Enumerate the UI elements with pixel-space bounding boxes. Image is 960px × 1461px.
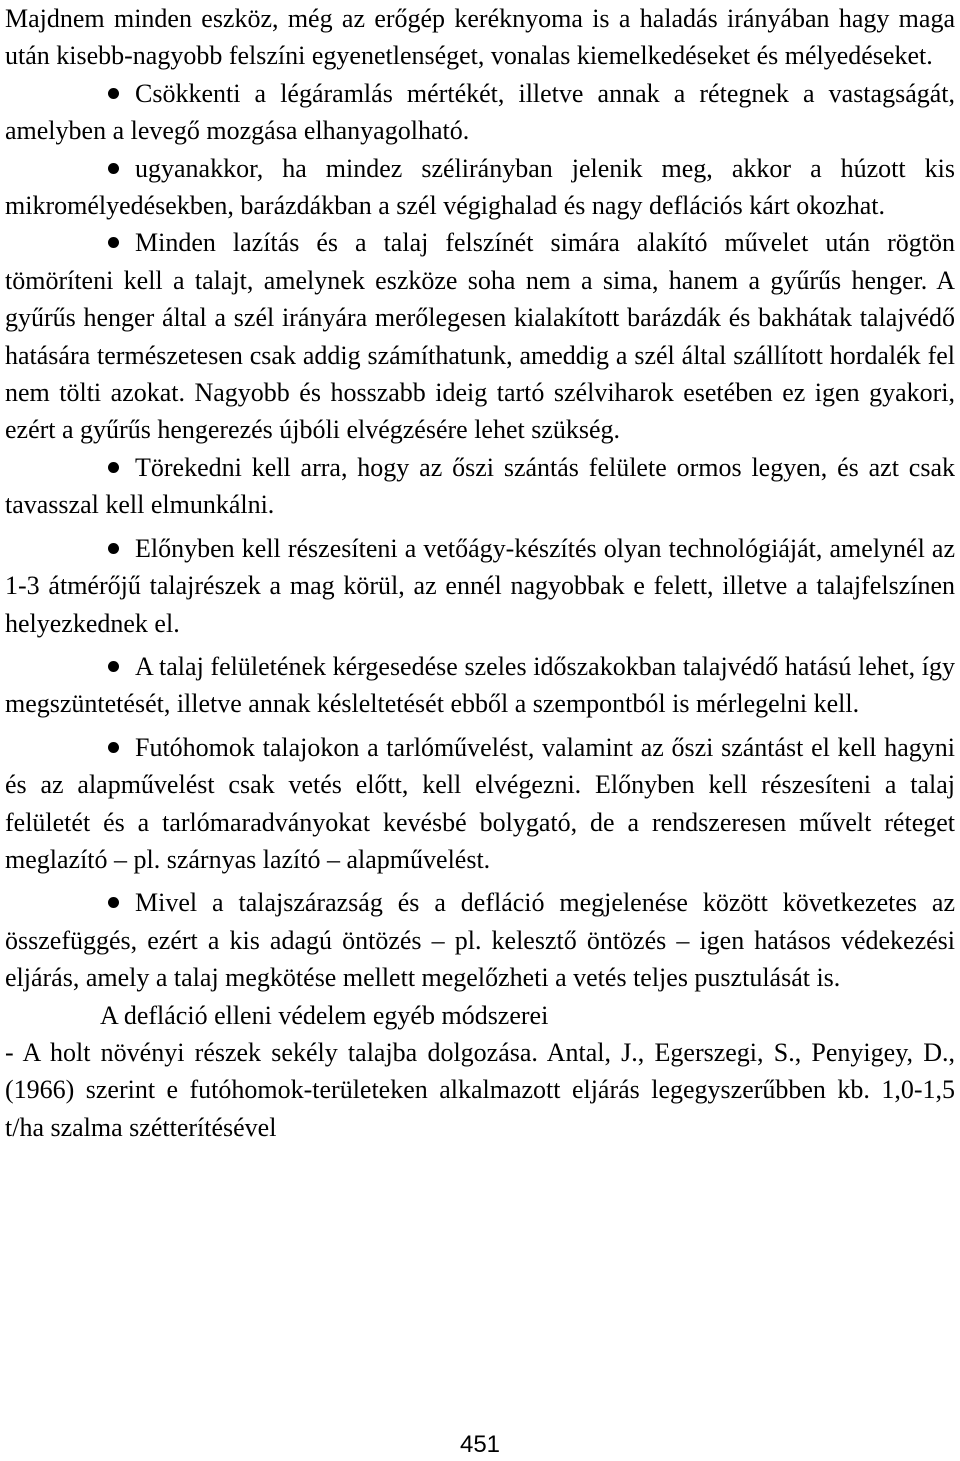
bullet-item-5: [5, 530, 955, 642]
bullet-text: Minden lazítás és a talaj felszínét simára alakító művelet után rögtön tömöríteni kell a talajt, amelynek eszköze soha nem a sima, hanem a gyűrűs henger. A gyűrűs henger által a szél irányára merőlegesen kialakított barázdák és bakhátak talajvédő hatására természetesen csak addig számíthatunk, ameddig a szél által szállított hordalék fel nem tölti azokat. Nagyobb és hosszabb ideig tartó szélviharok esetében ez igen gyakori, ezért a gyűrűs hengerezés újbóli elvégzésére lehet szükség.: [5, 228, 955, 445]
bullet-text: Törekedni kell arra, hogy az őszi szántás felülete ormos legyen, és azt csak tavasszal kell elmunkálni.: [5, 452, 955, 520]
bullet-text: A talaj felületének kérgesedése szeles időszakokban talajvédő hatású lehet, így megszüntetését, illetve annak késleltetését ebből a szempontból is mérlegelni kell.: [5, 651, 955, 719]
bullet-icon: [108, 163, 119, 174]
bullet-icon: [108, 237, 119, 248]
dash-item: - A holt növényi részek sekély talajba dolgozása. Antal, J., Egerszegi, S., Penyigey, D., (1966) szerint e futóhomok-területeken alkalmazott eljárás legegyszerűbben kb. 1,0-1,5 t/ha szalma szétterítésével: [5, 1037, 955, 1142]
bullet-item-2: [5, 150, 955, 225]
bullet-text: Futóhomok talajokon a tarlóművelést, valamint az őszi szántást el kell hagyni és az alapművelést csak vetés előtt, kell elvégezni. Előnyben kell részesíteni a talaj felületét és a tarlómaradványokat kevésbé bolygató, de a rendszeresen művelt réteget meglazító – pl. szárnyas lazító – alapművelést.: [5, 732, 955, 874]
bullet-item-7: [5, 729, 955, 879]
bullet-text: Előnyben kell részesíteni a vetőágy-készítés olyan technológiáját, amelynél az 1-3 átmérőjű talajrészek a mag körül, az ennél nagyobbak e felett, illetve a talajfelszínen helyezkednek el.: [5, 533, 955, 638]
bullet-icon: [108, 88, 119, 99]
section-heading: A defláció elleni védelem egyéb módszerei: [100, 1000, 549, 1030]
bullet-item-1: [5, 75, 955, 150]
page-number: 451: [459, 1431, 501, 1458]
bullet-item-4: [5, 449, 955, 524]
document-page: [5, 0, 955, 1146]
bullet-text: Mivel a talajszárazság és a defláció megjelenése között következetes az összefüggés, ezért a kis adagú öntözés – pl. kelesztő öntözés – igen hatásos védekezési eljárás, amely a talaj megkötése mellett megelőzheti a vetés teljes pusztulását is.: [5, 888, 955, 993]
intro-paragraph: Majdnem minden eszköz, még az erőgép keréknyoma is a haladás irányában hagy maga után kisebb-nagyobb felszíni egyenetlenséget, vonalas kiemelkedéseket és mélyedéseket.: [5, 4, 955, 71]
bullet-text: ugyanakkor, ha mindez szélirányban jelenik meg, akkor a húzott kis mikromélyedésekben, barázdákban a szél végighalad és nagy deflációs kárt okozhat.: [5, 153, 955, 221]
bullet-icon: [108, 897, 119, 908]
bullet-item-3: [5, 224, 955, 448]
bullet-icon: [108, 462, 119, 473]
bullet-icon: [108, 661, 119, 672]
bullet-icon: [108, 742, 119, 753]
bullet-item-6: [5, 648, 955, 723]
bullet-icon: [108, 543, 119, 554]
bullet-text: Csökkenti a légáramlás mértékét, illetve annak a rétegnek a vastagságát, amelyben a levegő mozgása elhanyagolható.: [5, 78, 955, 146]
bullet-item-8: [5, 884, 955, 996]
